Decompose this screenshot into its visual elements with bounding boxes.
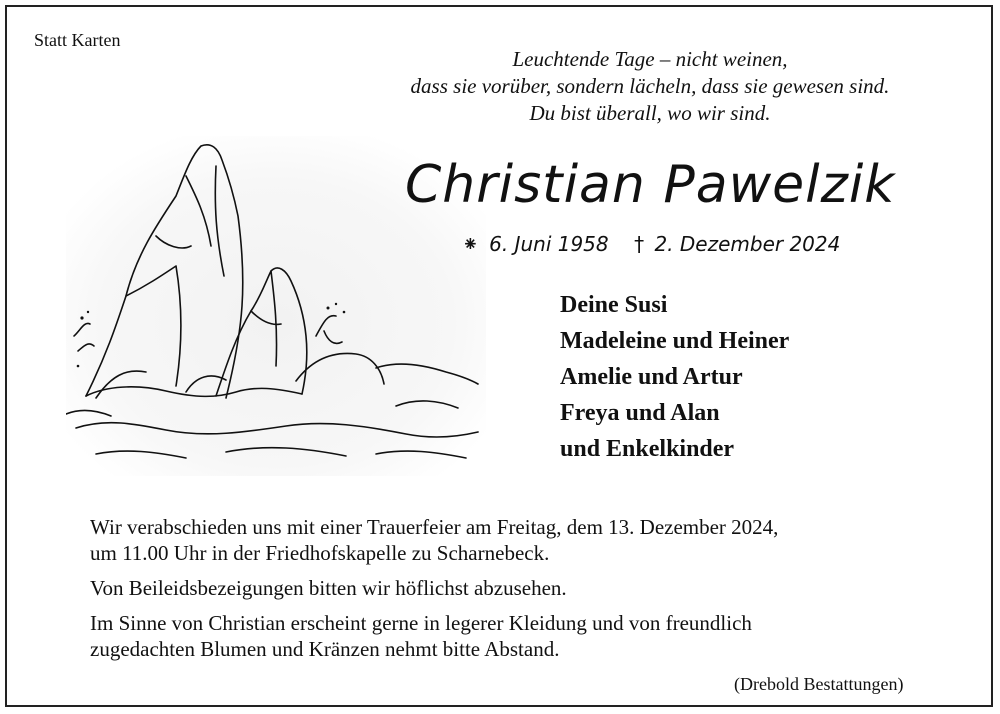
deceased-name: Christian Pawelzik xyxy=(405,155,896,215)
ceremony-line-2: um 11.00 Uhr in der Friedhofskapelle zu Scharnebeck. xyxy=(90,541,550,565)
memorial-quote xyxy=(340,46,960,127)
life-dates xyxy=(462,232,840,256)
family-member: Deine Susi xyxy=(560,292,668,318)
family-list xyxy=(560,287,789,467)
death-date: 2. Dezember 2024 xyxy=(654,232,841,256)
dress-code-paragraph xyxy=(90,610,970,662)
quote-line-2: dass sie vorüber, sondern lächeln, dass sie gewesen sind. xyxy=(410,74,890,98)
condolence-line: Von Beileidsbezeigungen bitten wir höflichst abzusehen. xyxy=(90,576,567,600)
undertaker-credit: (Drebold Bestattungen) xyxy=(734,674,904,694)
dress-code-line-1: Im Sinne von Christian erscheint gerne in legerer Kleidung und von freundlich xyxy=(90,611,752,635)
birth-star-icon: ⁕ xyxy=(462,232,479,256)
ceremony-paragraph xyxy=(90,514,970,566)
family-member: Madeleine und Heiner xyxy=(560,328,790,354)
quote-line-1: Leuchtende Tage – nicht weinen, xyxy=(512,47,788,71)
birth-date: 6. Juni 1958 xyxy=(489,232,609,256)
statt-karten-label: Statt Karten xyxy=(34,30,121,50)
funeral-notice xyxy=(90,514,970,671)
ceremony-line-1: Wir verabschieden uns mit einer Trauerfeier am Freitag, dem 13. Dezember 2024, xyxy=(90,515,779,539)
death-cross-icon: † xyxy=(634,232,645,256)
quote-line-3: Du bist überall, wo wir sind. xyxy=(529,101,771,125)
dress-code-line-2: zugedachten Blumen und Kränzen nehmt bitte Abstand. xyxy=(90,637,560,661)
family-member: Amelie und Artur xyxy=(560,364,743,390)
family-member: Freya und Alan xyxy=(560,400,720,426)
family-member: und Enkelkinder xyxy=(560,436,735,462)
condolence-paragraph xyxy=(90,575,970,601)
